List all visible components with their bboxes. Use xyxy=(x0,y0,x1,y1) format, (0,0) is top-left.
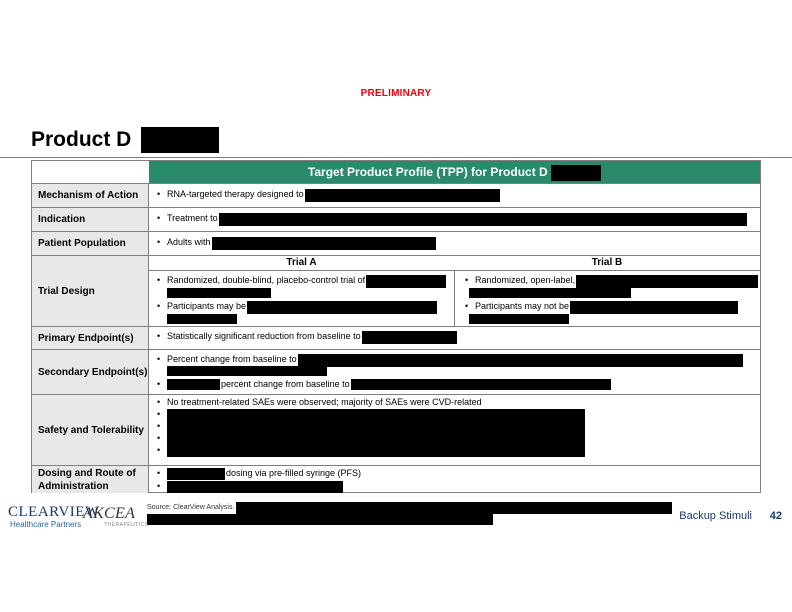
redaction-box xyxy=(167,468,225,480)
clearview-logo-sub: Healthcare Partners xyxy=(10,520,82,529)
row-content xyxy=(149,184,760,207)
redaction-box xyxy=(576,275,758,288)
bullet: • xyxy=(157,421,585,433)
bullet-text: Statistically significant reduction from baseline to xyxy=(167,331,361,341)
bullet: • xyxy=(157,481,343,493)
bullet-text: Participants may not be xyxy=(475,301,570,311)
bullet: • Statistically significant reduction from baseline to xyxy=(157,331,457,344)
bullet: • xyxy=(157,433,585,445)
row-label: Safety and Tolerability xyxy=(32,395,149,465)
bullet: • No treatment-related SAEs were observed; majority of SAEs were CVD-related xyxy=(157,397,482,407)
akcea-logo: AKCEA xyxy=(83,505,136,522)
bullet: • xyxy=(157,409,585,421)
redaction-box xyxy=(167,445,585,457)
redaction-box xyxy=(469,288,631,298)
redaction-box xyxy=(362,331,457,344)
redaction-box xyxy=(167,366,327,376)
bullet-text: Treatment to xyxy=(167,213,218,223)
row-content xyxy=(149,208,760,231)
redaction-box xyxy=(167,314,237,324)
row-indication xyxy=(32,207,760,231)
row-content xyxy=(149,232,760,255)
bullet: • Participants may not be xyxy=(465,301,738,314)
row-content xyxy=(149,327,760,349)
bullet: • percent change from baseline to xyxy=(157,379,611,390)
row-content xyxy=(149,466,760,493)
source-note xyxy=(147,502,672,529)
bullet-text: Adults with xyxy=(167,237,211,247)
trial-divider xyxy=(454,270,455,327)
bullet-text: percent change from baseline to xyxy=(221,379,350,389)
title-rule xyxy=(0,157,792,158)
bullet: • Adults with xyxy=(157,237,436,250)
bullet: • Treatment to xyxy=(157,213,747,226)
bullet: • Randomized, double-blind, placebo-control trial of xyxy=(157,275,446,288)
row-safety xyxy=(32,394,760,465)
row-primary-endpoints xyxy=(32,326,760,349)
tpp-table xyxy=(31,160,761,493)
row-content xyxy=(149,256,760,326)
redaction-box xyxy=(167,433,585,445)
bullet-text: Participants may be xyxy=(167,301,247,311)
trial-b-heading: Trial B xyxy=(591,257,623,268)
redaction-box xyxy=(167,409,585,421)
bullet-text: Percent change from baseline to xyxy=(167,354,297,364)
row-label: Indication xyxy=(32,208,149,231)
page-number: 42 xyxy=(769,510,782,522)
bullet: • RNA-targeted therapy designed to xyxy=(157,189,500,202)
row-trial-design xyxy=(32,255,760,326)
redaction-box xyxy=(167,421,585,433)
row-content xyxy=(149,395,760,465)
redaction-box xyxy=(141,127,219,153)
row-label: Dosing and Route of Administration xyxy=(32,466,149,493)
bullet-text: Randomized, double-blind, placebo-control trial of xyxy=(167,275,366,285)
row-label: Mechanism of Action xyxy=(32,184,149,207)
row-label: Primary Endpoint(s) xyxy=(32,327,149,349)
bullet: • Randomized, open-label, xyxy=(465,275,758,288)
redaction-box xyxy=(167,379,220,390)
redaction-box xyxy=(212,237,436,250)
bullet-text: dosing via pre-filled syringe (PFS) xyxy=(226,468,362,478)
redaction-box xyxy=(236,502,672,514)
clearview-logo-text: CLEARVIEW xyxy=(8,504,100,520)
row-secondary-endpoints xyxy=(32,349,760,394)
redaction-box xyxy=(366,275,446,288)
redaction-box xyxy=(219,213,747,226)
bullet: • dosing via pre-filled syringe (PFS) xyxy=(157,468,362,478)
section-label: Backup Stimuli xyxy=(679,510,752,522)
preliminary-label: PRELIMINARY xyxy=(360,88,432,99)
bullet: • Percent change from baseline to xyxy=(157,354,743,367)
redaction-box xyxy=(469,314,569,324)
bullet-text: Randomized, open-label, xyxy=(475,275,576,285)
bullet: • xyxy=(157,445,585,457)
bullet-text: No treatment-related SAEs were observed; majority of SAEs were CVD-related xyxy=(167,397,482,407)
redaction-box xyxy=(298,354,743,367)
row-mechanism xyxy=(32,183,760,207)
row-label: Secondary Endpoint(s) xyxy=(32,350,149,394)
trial-a-heading: Trial A xyxy=(286,257,317,268)
row-content xyxy=(149,350,760,394)
redaction-box xyxy=(551,165,601,181)
redaction-box xyxy=(570,301,738,314)
redaction-box xyxy=(305,189,500,202)
row-label: Patient Population xyxy=(32,232,149,255)
tpp-heading-text: Target Product Profile (TPP) for Product D xyxy=(307,165,548,179)
akcea-logo-sub: THERAPEUTICS xyxy=(104,522,149,528)
row-label: Trial Design xyxy=(32,256,149,326)
page-title-text: Product D xyxy=(31,128,132,151)
redaction-box xyxy=(247,301,437,314)
redaction-box xyxy=(147,514,493,525)
redaction-box xyxy=(167,288,271,298)
tpp-table-header xyxy=(149,161,760,183)
bullet-text: RNA-targeted therapy designed to xyxy=(167,189,304,199)
row-dosing xyxy=(32,465,760,493)
row-population xyxy=(32,231,760,255)
bullet: • Participants may be xyxy=(157,301,437,314)
source-text: Source: ClearView Analysis. xyxy=(147,504,235,511)
redaction-box xyxy=(167,481,343,493)
page-title xyxy=(31,127,219,153)
redaction-box xyxy=(351,379,611,390)
